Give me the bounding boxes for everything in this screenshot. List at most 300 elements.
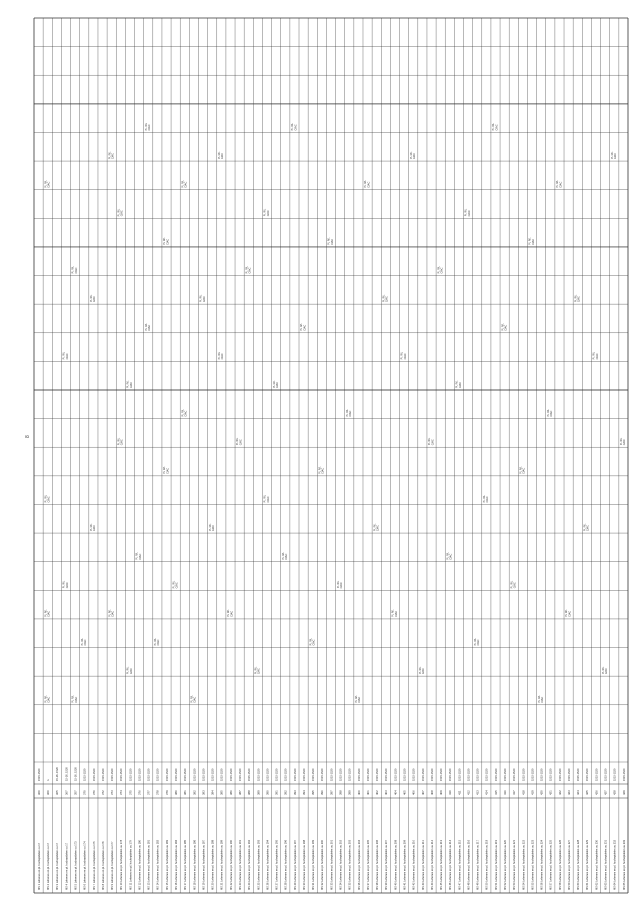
row-value-a: 419 [530,790,535,795]
table-cell-notes [44,122,626,702]
cell-note: PL R/L [419,666,423,675]
cell-note: PL R/L [263,208,267,217]
row-value-b: 1515-1520 [385,768,389,781]
row-value-b: 1515-1520 [211,768,215,781]
cell-note: C/AC [614,153,618,160]
cell-note: PL R/L [144,122,148,131]
cell-note: C/AC [504,324,508,331]
row-value-a: 395 [311,790,316,795]
row-value-b: 1515-1520 [449,768,453,781]
row-value-b: 1515-1520 [175,768,179,781]
cell-note: PL R/L [144,323,148,331]
cell-note: C/AC [111,610,115,617]
row-value-b: 1515-1520 [147,768,151,781]
row-value-b: 1515-1520 [138,768,142,781]
row-label: MS 33 Lehenes en pl. hochepidelen ou 201 [330,839,334,890]
row-label: MS 6 Lehenes en pl. hochepidelen ou 174 [83,841,87,890]
row-label: MS 12 Lehenes en pl. hochepidelen ou 180 [138,839,142,890]
row-value-a: 414 [484,790,489,795]
row-value-b: 1515-1520 [266,768,270,781]
row-value-a: 415 [493,790,498,795]
cell-note: PL R/L [236,437,240,446]
row-label: MS 26 Lehenes en pl. hochepidelen ou 194 [266,839,270,890]
row-label: MS 52 Lehenes en pl. hochepidelen ou 220 [504,839,508,890]
row-value-a: 394 [301,790,306,795]
row-value-b: 1515-1520 [37,768,41,781]
cell-note: PL R/L [80,637,84,646]
row-value-a: 411 [457,790,462,795]
cell-note: PL R/L [108,151,112,160]
row-label: MS 50 Lehenes en pl. hochepidelen ou 218 [485,839,489,890]
row-value-b: 1515-1520 [577,768,581,781]
row-label: MS 42 Lehenes en pl. hochepidelen ou 210 [412,839,416,890]
cell-note: C/AC [312,639,316,646]
cell-note: C/AC [486,496,490,503]
row-label: MS 9 Lehenes en pl. hochepidelen ou 177 [111,841,115,890]
row-value-a: 382 [192,790,197,795]
row-value-a: 373 [110,790,115,795]
cell-note: C/AC [595,353,599,360]
row-label: MS 59 Lehenes en pl. hochepidelen ou 227 [567,839,571,890]
row-value-a: 379 [164,790,169,795]
row-value-a: 391 [274,790,279,795]
cell-note: C/AC [193,696,197,703]
cell-note: C/AC [47,496,51,503]
row-value-a: 372 [100,790,105,795]
row-label: MS 27 Lehenes en pl. hochepidelen ou 195 [275,839,279,890]
cell-note: PL R/L [181,409,185,417]
cell-note: PL R/L [135,552,139,560]
cell-note: PL R/L [272,380,276,388]
cell-note: C/AC [175,582,179,589]
cell-note: C/AC [184,181,188,188]
row-value-a: 370 [91,790,96,795]
row-value-b: 1515-1520 [348,768,352,781]
table-grid [34,18,628,893]
row-value-a: 367 [64,790,69,795]
cell-note: PL R/L [391,609,395,617]
row-value-b: 1515-1520 [101,768,105,781]
row-value-b: 1515-1520 [202,768,206,781]
row-value-b: 1515-1520 [357,768,361,781]
row-value-a: 398 [338,790,343,795]
row-value-b: 1515-1520 [321,768,325,781]
row-label: MS 20 Lehenes en pl. hochepidelen ou 188 [211,839,215,890]
cell-note: PL R/L [473,637,477,646]
cell-note: PL R/L [44,180,48,188]
cell-note: PL R/L [263,494,267,503]
cell-note: PL R/L [90,523,94,532]
cell-note: PL R/L [400,351,404,360]
row-value-b: 1515-1520 [440,768,444,781]
cell-note: C/AC [257,668,261,675]
row-value-b: 1515-1520 [522,768,526,781]
cell-note: C/AC [394,610,398,617]
row-label: MS 43 Lehenes en pl. hochepidelen ou 211 [421,840,425,890]
cell-note: PL R/L [364,180,368,188]
cell-note: C/AC [531,238,535,245]
cell-note: PL R/L [336,580,340,589]
cell-note: C/AC [440,267,444,274]
row-label: MS 3 Lehenes en pl. hochepidelen ou 17 [56,842,60,890]
row-label: MS 54 Lehenes en pl. hochepidelen ou 222 [522,839,526,890]
row-label: MS 28 Lehenes en pl. hochepidelen ou 196 [284,839,288,890]
cell-note: C/AC [413,153,417,160]
row-label: MS 48 Lehenes en pl. hochepidelen ou 216 [467,839,471,890]
cell-note: PL R/L [90,294,94,303]
row-value-b: 1515-1520 [403,768,407,781]
row-label: MS 7 Lehenes en pl. hochepidelen ou 175 [92,841,96,890]
row-label: MS 13 Lehenes en pl. hochepidelen ou 181 [147,839,151,890]
cell-note: PL R/L [601,666,605,675]
row-label: MS 46 Lehenes en pl. hochepidelen ou 214 [449,839,453,890]
row-value-a: 401 [365,790,370,795]
row-label: MS 21 Lehenes en pl. hochepidelen ou 189 [220,839,224,890]
cell-note: C/AC [239,439,243,446]
cell-note: PL R/L [208,523,212,532]
cell-note: C/AC [321,467,325,474]
row-value-b: 1515-1520 [467,768,471,781]
row-value-b: 1515-1520 [604,768,608,781]
row-value-b: 1515-1520 [293,768,297,781]
cell-note: C/AC [358,696,362,703]
cell-note: PL R/L [345,409,349,417]
cell-note: PL R/L [537,695,541,703]
row-label: MS 57 Lehenes en pl. hochepidelen ou 225 [549,839,553,890]
row-label: MS 34 Lehenes en pl. hochepidelen ou 202 [339,839,343,890]
row-value-b: 1515-1520 [111,768,115,781]
cell-note: PL R/L [446,552,450,560]
row-label: MS 44 Lehenes en pl. hochepidelen ou 212 [430,839,434,890]
row-value-a: 375 [128,790,133,795]
row-value-a: 357 [73,790,78,795]
row-value-a: 402 [375,790,380,795]
cell-note: C/AC [604,668,608,675]
row-value-b: 15-16..1520 [65,767,69,781]
row-value-a: 389 [256,790,261,795]
row-value-a: 426 [594,790,599,795]
row-label: MS 41 Lehenes en pl. hochepidelen ou 209 [403,839,407,890]
row-label: MS 5 Lehenes en pl. hochepidelen ou 173 [74,841,78,890]
cell-note: PL R/L [300,323,304,331]
cell-note: PL R/L [428,437,432,446]
cell-note: C/AC [74,267,78,274]
row-value-a: 386 [228,790,233,795]
cell-note: C/AC [339,582,343,589]
cell-note: PL R/L [227,609,231,617]
cell-note: C/AC [65,582,69,589]
row-value-b: 15-16..1520 [56,767,60,781]
row-value-a: 404 [393,790,398,795]
cell-note: PL R/L [245,265,249,274]
cell-note: PL R/L [574,294,578,303]
cell-note: C/AC [577,296,581,303]
row-value-a: 374 [119,790,124,795]
cell-note: PL R/L [620,437,624,446]
row-value-a: 396 [320,790,325,795]
row-value-b: 1515-1520 [567,768,571,781]
row-value-a: 365 [55,790,60,795]
row-label: MS 64 Lehenes en pl. hochepidelen ou 232 [613,839,617,890]
cell-note: C/AC [166,238,170,245]
row-value-b: 1515-1520 [430,768,434,781]
cell-note: C/AC [120,439,124,446]
row-value-b: 1515-1520 [129,768,133,781]
cell-note: C/AC [367,181,371,188]
row-value-b: n [47,779,51,781]
row-label: MS 14 Lehenes en pl. hochepidelen ou 182 [156,839,160,890]
row-value-b: 1515-1520 [92,768,96,781]
cell-note: PL R/L [565,609,569,617]
row-label: MS 56 Lehenes en pl. hochepidelen ou 224 [540,839,544,890]
row-value-b: 1515-1520 [421,768,425,781]
cell-note: C/AC [157,639,161,646]
cell-note: PL R/L [528,237,532,245]
row-value-a: 399 [347,790,352,795]
row-value-b: 1515-1520 [248,768,252,781]
cell-note: C/AC [431,439,435,446]
cell-note: PL R/L [163,466,167,474]
row-label: MS 63 Lehenes en pl. hochepidelen ou 231 [604,839,608,890]
row-label: MS 65 Lehenes en pl. hochepidelen ou 233 [622,839,626,890]
cell-note: C/AC [586,525,590,532]
row-label: MS 29 Lehenes en pl. hochepidelen ou 197 [293,839,297,890]
row-value-a: 413 [475,790,480,795]
cell-note: C/AC [266,496,270,503]
row-label: MS 30 Lehenes en pl. hochepidelen ou 198 [302,839,306,890]
row-label: MS 31 Lehenes en pl. hochepidelen ou 199 [312,839,316,890]
row-label: MS 45 Lehenes en pl. hochepidelen ou 213 [440,839,444,890]
cell-note: PL R/L [355,695,359,703]
row-value-a: 385 [219,790,224,795]
cell-note: PL R/L [163,237,167,245]
cell-note: C/AC [522,467,526,474]
cell-note: C/AC [47,610,51,617]
cell-note: C/AC [458,382,462,388]
cell-note: C/AC [93,525,97,532]
cell-note: PL R/L [190,695,194,703]
row-value-a: 383 [201,790,206,795]
cell-note: C/AC [221,153,225,160]
row-value-a: 406 [411,790,416,795]
row-label: MS 19 Lehenes en pl. hochepidelen ou 187 [202,839,206,890]
cell-note: PL R/L [455,380,459,388]
row-value-a: 417 [512,790,517,795]
row-value-a: 407 [420,790,425,795]
cell-note: C/AC [541,696,545,703]
row-label: MS 15 Lehenes en pl. hochepidelen ou 183 [165,839,169,890]
row-value-a: 421 [548,790,553,795]
cell-note: PL R/L [464,208,468,217]
cell-note: PL R/L [556,180,560,188]
row-value-a: 397 [329,790,334,795]
cell-note: C/AC [266,210,270,217]
cell-note: PL R/L [327,237,331,245]
cell-note: PL R/L [62,580,66,589]
cell-note: C/AC [403,353,407,360]
row-value-b: 1515-1520 [458,768,462,781]
row-value-b: 1515-1520 [622,768,626,781]
row-value-a: 409 [439,790,444,795]
cell-note: C/AC [47,696,51,703]
cell-note: C/AC [623,439,627,446]
row-value-b: 1515-1520 [229,768,233,781]
row-value-b: 1515-1520 [275,768,279,781]
row-label: MS 17 Lehenes en pl. hochepidelen ou 185 [184,839,188,890]
row-value-a: 410 [448,790,453,795]
row-value-a: 400 [356,790,361,795]
cell-note: C/AC [230,610,234,617]
cell-note: C/AC [138,553,142,560]
cell-note: PL R/L [217,151,221,160]
cell-note: C/AC [330,238,334,245]
cell-note: PL R/L [409,151,413,160]
cell-note: C/AC [148,124,152,131]
row-value-a: 360 [36,790,41,795]
cell-note: PL R/L [373,523,377,532]
cell-note: C/AC [376,525,380,532]
cell-note: C/AC [120,210,124,217]
cell-note: PL R/L [181,180,185,188]
row-label: MS 24 Lehenes en pl. hochepidelen ou 192 [248,839,252,890]
row-label: MS 60 Lehenes en pl. hochepidelen ou 228 [577,839,581,890]
row-value-a: 424 [576,790,581,795]
cell-note: PL R/L [62,351,66,360]
row-value-b: 1515-1520 [193,768,197,781]
row-label: MS 51 Lehenes en pl. hochepidelen ou 219 [494,839,498,890]
row-value-a: 393 [292,790,297,795]
cell-note: PL R/L [217,351,221,360]
row-value-b: 1515-1520 [312,768,316,781]
row-value-b: 1515-1520 [120,768,124,781]
cell-note: PL R/L [44,494,48,503]
row-label: MS 55 Lehenes en pl. hochepidelen ou 223 [531,839,535,890]
cell-note: C/AC [129,382,133,388]
row-value-a: 388 [247,790,252,795]
cell-note: PL R/L [546,409,550,417]
row-value-b: 1515-1520 [156,768,160,781]
cell-note: PL R/L [117,437,121,446]
cell-note: PL R/L [71,695,75,703]
row-value-a: 405 [402,790,407,795]
row-value-b: 1515-1520 [339,768,343,781]
row-label: MS 10 Lehenes en pl. hochepidelen ou 178 [120,839,124,890]
cell-note: PL R/L [501,323,505,331]
row-label: MS 37 Lehenes en pl. hochepidelen ou 205 [366,839,370,890]
row-value-b: 1515-1520 [540,768,544,781]
row-value-b: 1515-1520 [412,768,416,781]
cell-note: C/AC [148,324,152,331]
row-label: MS 49 Lehenes en pl. hochepidelen ou 217 [476,839,480,890]
row-value-a: 425 [585,790,590,795]
row-label: MS 22 Lehenes en pl. hochepidelen ou 190 [229,839,233,890]
row-label: MS 11 Lehenes en pl. hochepidelen ou 179 [129,840,133,890]
row-value-a: 428 [612,790,617,795]
row-value-a: 380 [174,790,179,795]
row-value-b: 1515-1520 [376,768,380,781]
cell-note: C/AC [248,267,252,274]
row-value-a: 408 [429,790,434,795]
row-value-b: 1515-1520 [513,768,517,781]
cell-note: C/AC [303,324,307,331]
row-label: MS 36 Lehenes en pl. hochepidelen ou 204 [357,839,361,890]
row-label: MS 47 Lehenes en pl. hochepidelen ou 215 [458,839,462,890]
row-value-a: 403 [384,790,389,795]
row-label: MS 8 Lehenes en pl. hochepidelen ou 176 [101,841,105,890]
row-label: MS 4 Lehenes en pl. hochepidelen ou 17 [65,842,69,890]
row-value-b: 1515-1520 [366,768,370,781]
cell-note: PL R/L [291,122,295,131]
cell-note: C/AC [349,410,353,417]
row-label: MS 35 Lehenes en pl. hochepidelen ou 203 [348,839,352,890]
row-value-b: 1515-1520 [165,768,169,781]
row-label: MS 23 Lehenes en pl. hochepidelen ou 191 [238,839,242,890]
cell-note: PL R/L [437,265,441,274]
row-value-a: 360 [46,790,51,795]
cell-note: C/AC [568,610,572,617]
row-value-b: 1515-1520 [476,768,480,781]
row-label: MS 25 Lehenes en pl. hochepidelen ou 193 [257,839,261,890]
cell-note: C/AC [93,296,97,303]
cell-note: PL R/L [44,695,48,703]
cell-note: PL R/L [510,580,514,589]
cell-note: C/AC [477,639,481,646]
cell-note: PL R/L [44,609,48,617]
cell-note: PL R/L [117,208,121,217]
cell-note: C/AC [221,353,225,360]
cell-note: PL R/L [610,151,614,160]
row-value-a: 384 [210,790,215,795]
cell-note: PL R/L [172,580,176,589]
row-value-b: 1515-1520 [220,768,224,781]
row-value-b: 1515-1520 [586,768,590,781]
cell-note: C/AC [513,582,517,589]
row-label: MS 53 Lehenes en pl. hochepidelen ou 221 [513,839,517,890]
row-value-b: 1515-1520 [494,768,498,781]
cell-note: C/AC [84,639,88,646]
row-label: MS 1 Lehenes en pl. hochepidelen ou 17 [37,842,41,890]
cell-note: PL R/L [318,466,322,474]
cell-note: C/AC [111,153,115,160]
row-label: MS 2 Lehenes en pl. hochepidelen ou 17 [47,842,51,890]
cell-note: C/AC [184,410,188,417]
cell-note: C/AC [202,296,206,303]
page-number-mark: 8 [25,435,31,438]
row-value-a: 418 [521,790,526,795]
row-value-b: 1515-1520 [558,768,562,781]
row-value-a: 390 [265,790,270,795]
cell-note: C/AC [449,553,453,560]
row-value-b: 1515-1520 [394,768,398,781]
cell-note: PL R/L [583,523,587,532]
row-value-b: 1515-1520 [549,768,553,781]
row-value-b: 1515-1520 [83,768,87,781]
row-label: MS 58 Lehenes en pl. hochepidelen ou 226 [558,839,562,890]
cell-note: PL R/L [71,265,75,274]
cell-note: C/AC [166,467,170,474]
cell-note: PL R/L [281,552,285,560]
row-value-a: 423 [566,790,571,795]
row-value-b: 1515-1520 [184,768,188,781]
cell-note: PL R/L [126,380,130,388]
cell-note: C/AC [74,696,78,703]
cell-note: PL R/L [482,494,486,503]
row-label: MS 62 Lehenes en pl. hochepidelen ou 230 [595,839,599,890]
row-value-b: 1515-1520 [531,768,535,781]
cell-note: PL R/L [153,637,157,646]
cell-note: C/AC [294,124,298,131]
row-value-a: 387 [237,790,242,795]
